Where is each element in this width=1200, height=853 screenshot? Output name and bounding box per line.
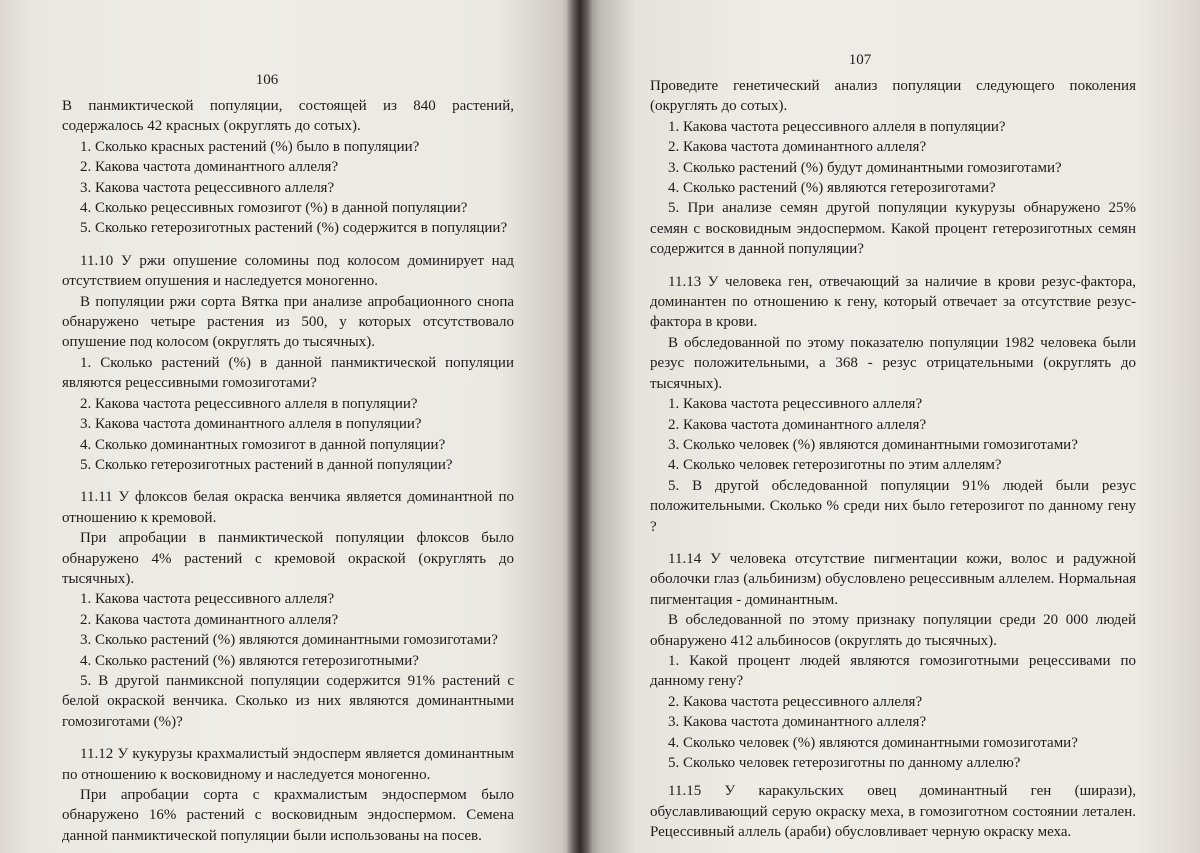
- paragraph-gap: [650, 537, 1136, 549]
- left-page-content: [62, 96, 514, 846]
- question-item: 4. Сколько растений (%) являются гетерозиготами?: [668, 180, 996, 197]
- question-item: 1. Сколько растений (%) в данной панмиктической популяции являются рецессивными гомозиготами?: [62, 354, 514, 392]
- question-item: 5. При анализе семян другой популяции кукурузы обнаружено 25% семян с восковидным эндоспермом. Какой процент гетерозиготных семян содержится в данной популяции?: [650, 200, 1136, 258]
- question-item: 5. Сколько гетерозиготных растений (%) содержится в популяции?: [80, 220, 508, 237]
- paragraph: Проведите генетический анализ популяции следующего поколения (округлять до сотых).: [650, 78, 1136, 115]
- question-item: 4. Сколько растений (%) являются гетерозиготными?: [80, 652, 419, 669]
- problem-paragraph: 11.14 У человека отсутствие пигментации кожи, волос и радужной оболочки глаз (альбинизм) обусловлено рецессивным аллелем. Нормальная пигментация - доминантным.: [650, 550, 1136, 608]
- problem-paragraph: В обследованной по этому признаку популяции среди 20 000 людей обнаружено 412 альбиносов (округлять до тысячных).: [650, 612, 1136, 649]
- question-item: 1. Сколько красных растений (%) было в популяции?: [80, 138, 420, 155]
- problem-paragraph: В обследованной по этому показателю популяции 1982 человека были резус положительными, а 368 - резус отрицательными (округлять до тысячных).: [650, 334, 1136, 392]
- paragraph-gap: [650, 773, 1136, 781]
- problem-paragraph: В популяции ржи сорта Вятка при анализе апробационного снопа обнаружено четыре растения из 500, у которых отсутствовало опушение под колосом (округлять до тысячных).: [62, 293, 514, 351]
- paragraph-gap: [650, 260, 1136, 272]
- left-page: [0, 0, 584, 853]
- paragraph-gap: [62, 475, 514, 487]
- left-page-number: 106: [255, 72, 279, 88]
- question-item: 3. Сколько растений (%) являются доминантными гомозиготами?: [80, 632, 498, 649]
- problem-paragraph: При апробации в панмиктической популяции флоксов было обнаружено 4% растений с кремовой окраской (округлять до тысячных).: [62, 530, 514, 587]
- paragraph-gap: [62, 239, 514, 251]
- problem-paragraph: 11.15 У каракульских овец доминантный ген (ширази), обуславливающий серую окраску меха, в гомозиготном состоянии летален. Рецессивный аллель (араби) обусловливает черную окраску меха.: [650, 783, 1136, 841]
- question-item: 4. Сколько человек (%) являются доминантными гомозиготами?: [668, 734, 1078, 751]
- question-item: 5. Сколько человек гетерозиготны по данному аллелю?: [668, 755, 1021, 771]
- question-item: 3. Сколько человек (%) являются доминантными гомозиготами?: [668, 436, 1078, 453]
- question-item: 3. Сколько растений (%) будут доминантными гомозиготами?: [668, 159, 1062, 176]
- question-item: 3. Какова частота доминантного аллеля в популяции?: [80, 416, 422, 433]
- question-item: 1. Какой процент людей являются гомозиготными рецессивами по данному гену?: [650, 652, 1136, 690]
- question-item: 4. Сколько рецессивных гомозигот (%) в данной популяции?: [80, 200, 468, 217]
- problem-paragraph: 11.12 У кукурузы крахмалистый эндосперм является доминантным по отношению к восковидному и наследуется моногенно.: [62, 746, 514, 783]
- book-spine-shadow: [566, 0, 592, 853]
- problem-paragraph: При апробации сорта с крахмалистым эндоспермом было обнаружено 16% растений с восковидным эндоспермом. Семена данной панмиктической популяции были использованы на посев.: [62, 787, 514, 844]
- question-item: 5. В другой обследованной популяции 91% людей были резус положительными. Сколько % среди них было гетерозигот по данному гену ?: [650, 477, 1136, 535]
- question-item: 2. Какова частота доминантного аллеля?: [668, 139, 927, 156]
- question-item: 3. Какова частота рецессивного аллеля?: [80, 179, 335, 196]
- question-item: 4. Сколько человек гетерозиготны по этим аллелям?: [668, 457, 1002, 474]
- paragraph-gap: [62, 732, 514, 744]
- question-item: 1. Какова частота рецессивного аллеля в популяции?: [668, 118, 1006, 135]
- right-page: [580, 0, 1200, 853]
- question-item: 2. Какова частота рецессивного аллеля в популяции?: [80, 395, 418, 412]
- question-item: 1. Какова частота рецессивного аллеля?: [80, 591, 335, 608]
- problem-paragraph: 11.11 У флоксов белая окраска венчика является доминантной по отношению к кремовой.: [62, 489, 514, 526]
- question-item: 2. Какова частота доминантного аллеля?: [80, 611, 339, 628]
- question-item: 2. Какова частота рецессивного аллеля?: [668, 693, 923, 710]
- problem-paragraph: 11.10 У ржи опушение соломины под колосом доминирует над отсутствием опушения и наследуется моногенно.: [62, 252, 514, 290]
- question-item: 1. Какова частота рецессивного аллеля?: [668, 396, 923, 413]
- paragraph: В панмиктической популяции, состоящей из 840 растений, содержалось 42 красных (округлять до сотых).: [62, 98, 514, 135]
- question-item: 2. Какова частота доминантного аллеля?: [80, 159, 339, 176]
- right-page-content: [650, 76, 1136, 843]
- question-item: 3. Какова частота доминантного аллеля?: [668, 714, 927, 731]
- question-item: 5. В другой панмиксной популяции содержится 91% растений с белой окраской венчика. Сколько из них являются доминантными гомозиготами (%)?: [62, 672, 514, 730]
- question-item: 5. Сколько гетерозиготных растений в данной популяции?: [80, 456, 453, 473]
- question-item: 4. Сколько доминантных гомозигот в данной популяции?: [80, 436, 446, 453]
- question-item: 2. Какова частота доминантного аллеля?: [668, 416, 927, 433]
- problem-paragraph: 11.13 У человека ген, отвечающий за наличие в крови резус-фактора, доминантен по отношению к гену, который отвечает за отсутствие резус-фактора в крови.: [650, 273, 1136, 331]
- right-page-number: 107: [848, 52, 872, 68]
